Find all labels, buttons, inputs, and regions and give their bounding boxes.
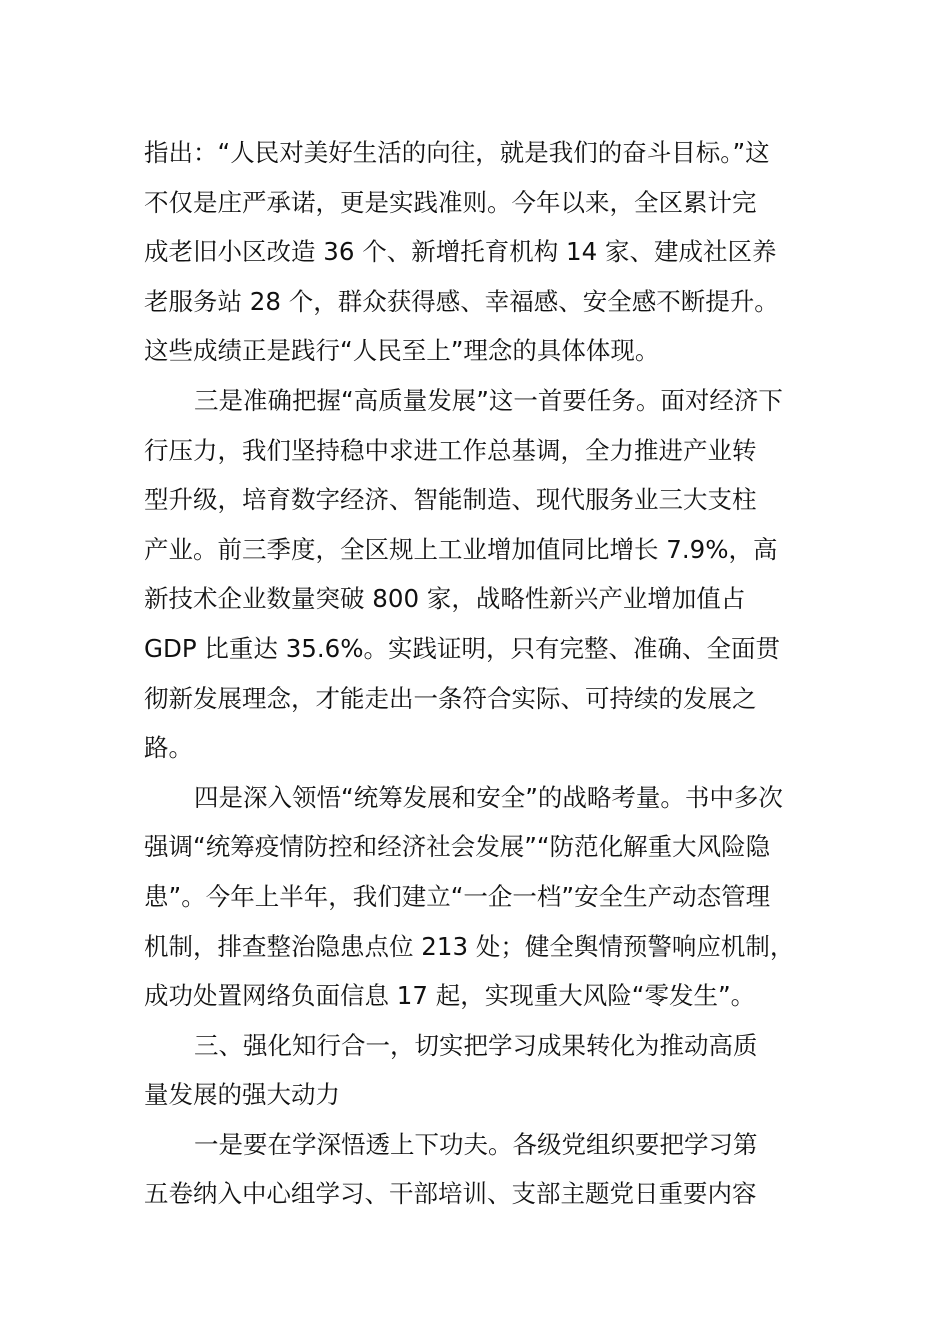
text-line: 机制，排查整治隐患点位 213 处；健全舆情预警响应机制， <box>144 931 795 961</box>
text-line: 路。 <box>144 733 193 763</box>
section-heading-line: 三、强化知行合一，切实把学习成果转化为推动高质 <box>194 1030 758 1060</box>
text-line: 强调“统筹疫情防控和经济社会发展”“防范化解重大风险隐 <box>144 832 771 862</box>
text-line: 行压力，我们坚持稳中求进工作总基调，全力推进产业转 <box>144 435 757 465</box>
body-text <box>144 128 812 1219</box>
text-line: 患”。今年上半年，我们建立“一企一档”安全生产动态管理 <box>144 881 771 911</box>
text-line: 不仅是庄严承诺，更是实践准则。今年以来，全区累计完 <box>144 187 757 217</box>
text-line: 新技术企业数量突破 800 家，战略性新兴产业增加值占 <box>144 584 746 614</box>
text-line: 成老旧小区改造 36 个、新增托育机构 14 家、建成社区养 <box>144 237 777 267</box>
section-heading-line: 量发展的强大动力 <box>144 1080 340 1110</box>
text-line: GDP 比重达 35.6%。实践证明，只有完整、准确、全面贯 <box>144 633 781 663</box>
text-line: 产业。前三季度，全区规上工业增加值同比增长 7.9%，高 <box>144 534 778 564</box>
paragraph-start-line: 四是深入领悟“统筹发展和安全”的战略考量。书中多次 <box>194 782 783 812</box>
text-line: 五卷纳入中心组学习、干部培训、支部主题党日重要内容 <box>144 1179 757 1209</box>
text-line: 成功处置网络负面信息 17 起，实现重大风险“零发生”。 <box>144 981 756 1011</box>
text-line: 型升级，培育数字经济、智能制造、现代服务业三大支柱 <box>144 485 757 515</box>
text-line: 老服务站 28 个，群众获得感、幸福感、安全感不断提升。 <box>144 286 779 316</box>
paragraph-start-line: 三是准确把握“高质量发展”这一首要任务。面对经济下 <box>194 385 783 415</box>
text-line: 指出：“人民对美好生活的向往，就是我们的奋斗目标。”这 <box>144 138 770 167</box>
paragraph-start-line: 一是要在学深悟透上下功夫。各级党组织要把学习第 <box>194 1129 758 1159</box>
text-line: 这些成绩正是践行“人民至上”理念的具体体现。 <box>144 336 660 366</box>
text-line: 彻新发展理念，才能走出一条符合实际、可持续的发展之 <box>144 683 757 713</box>
